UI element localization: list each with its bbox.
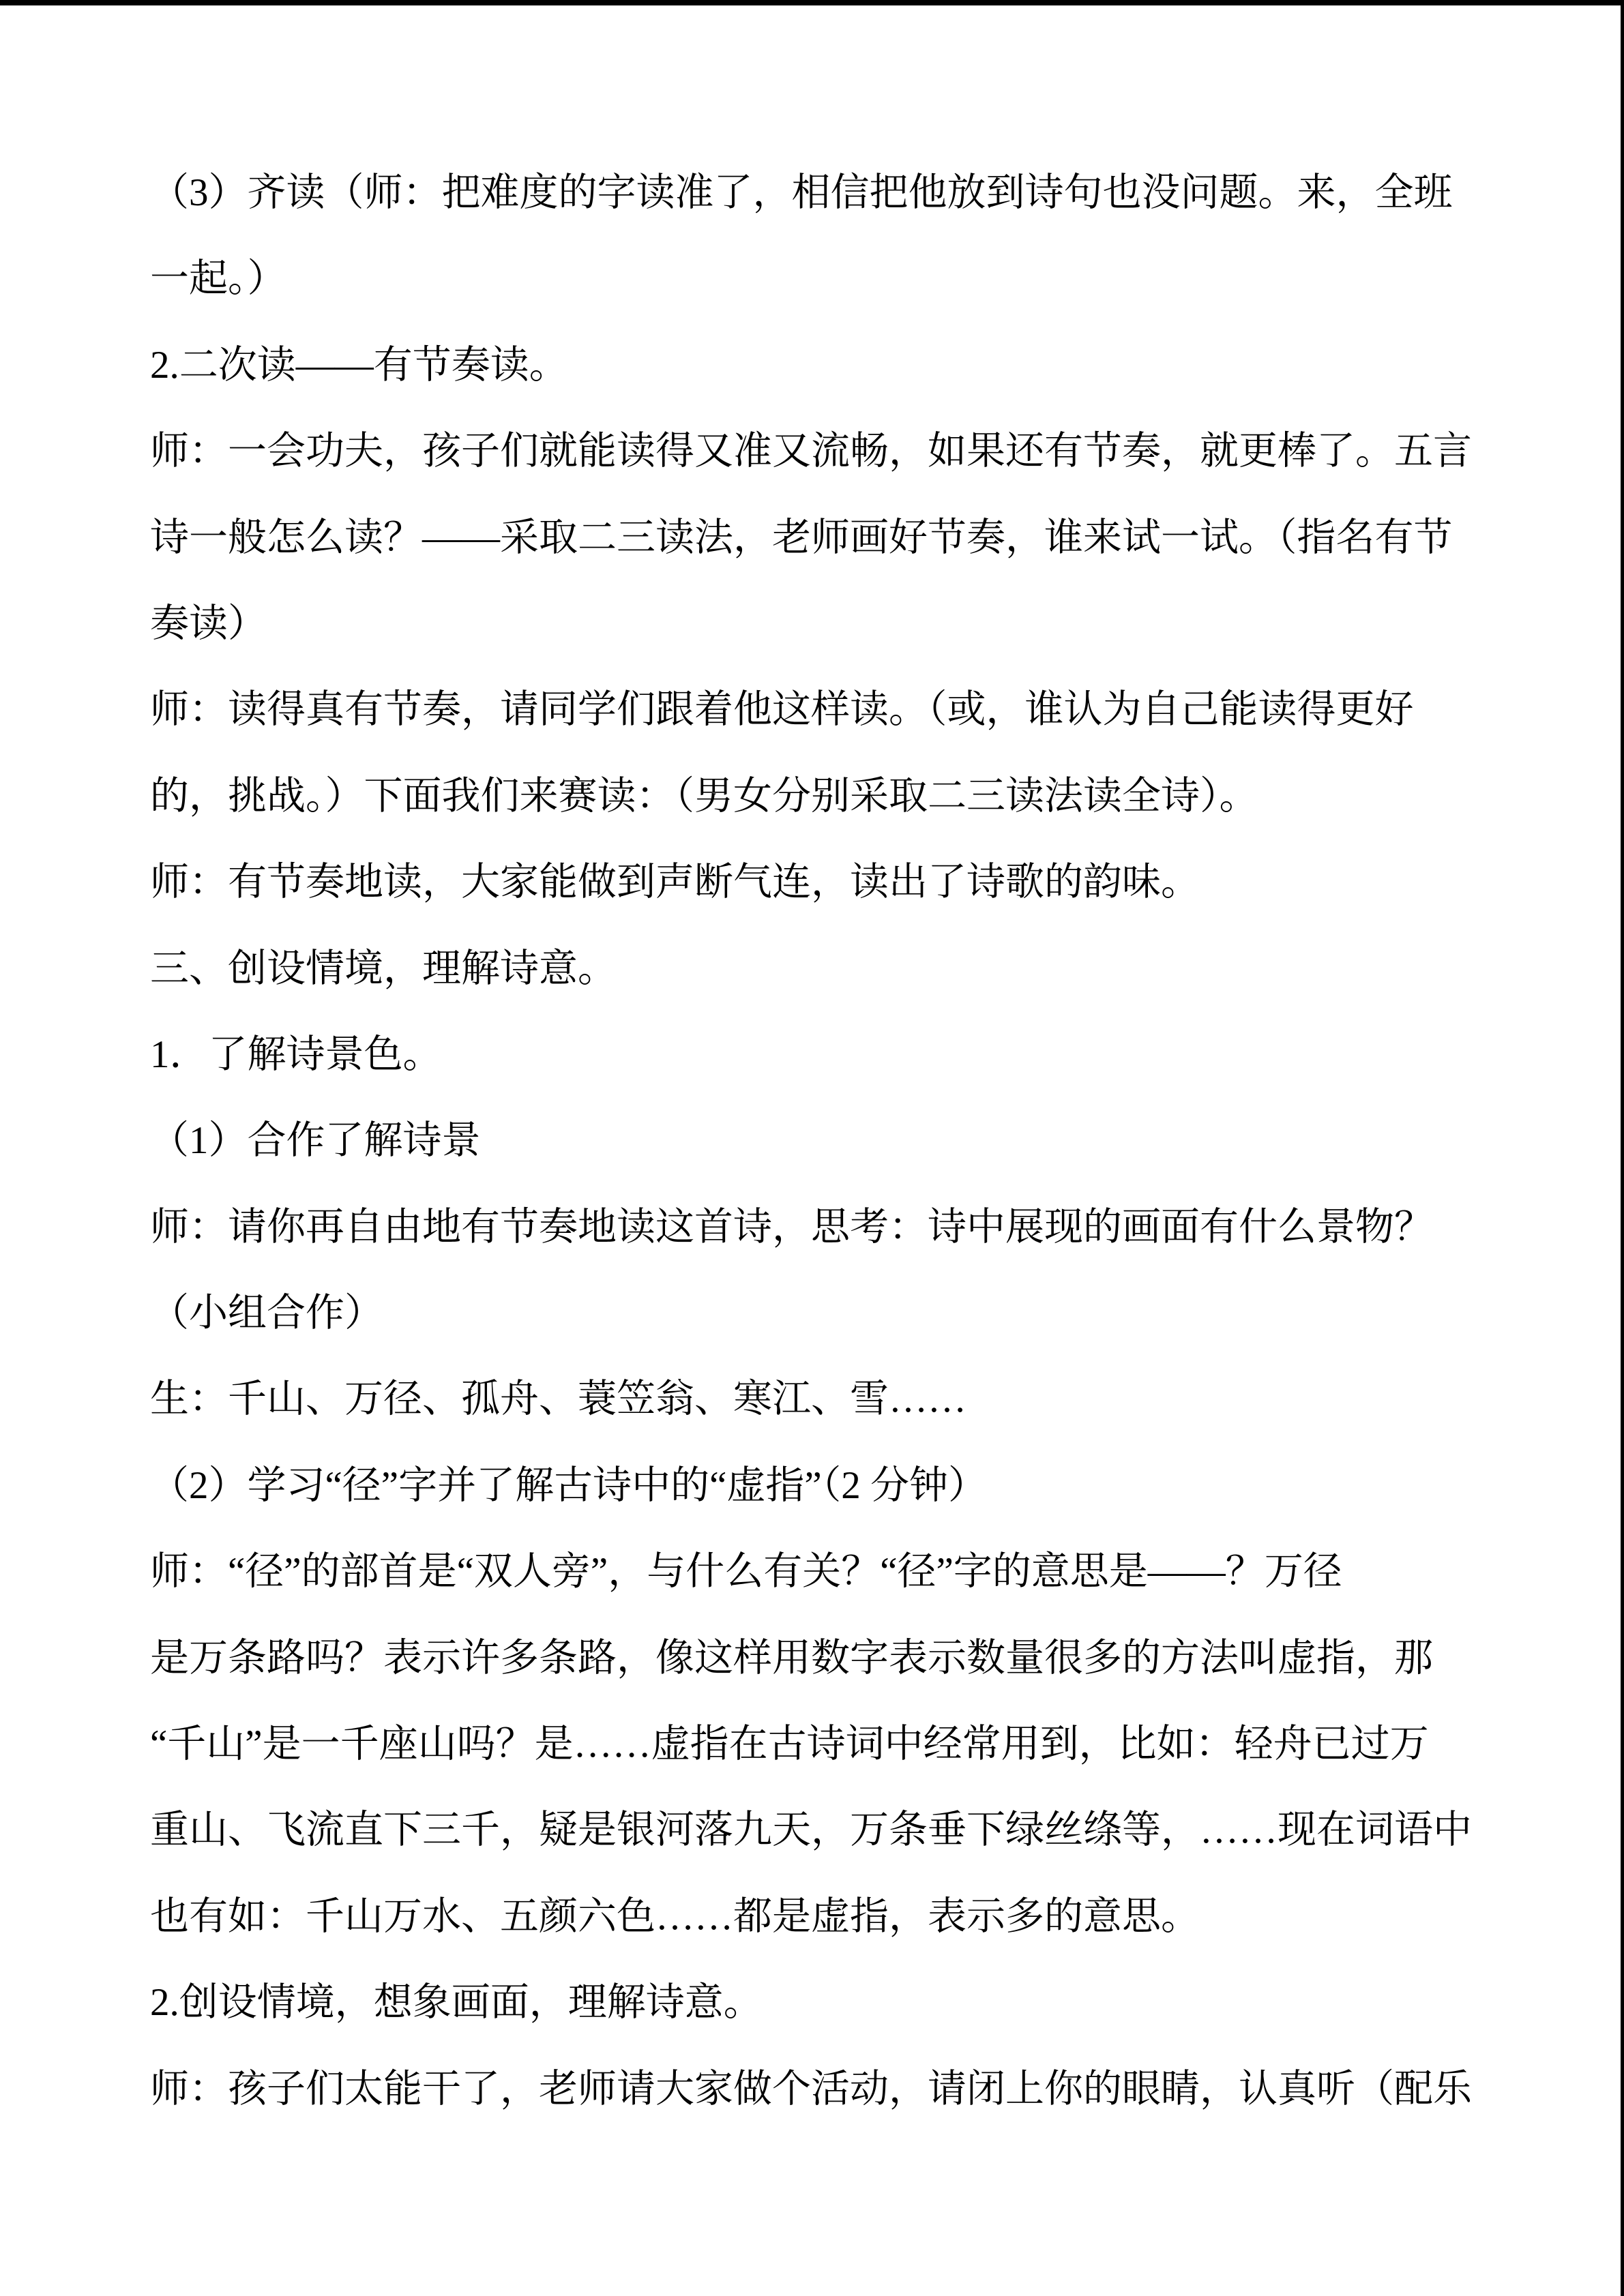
text-line-11: 1．了解诗景色。 xyxy=(150,1032,442,1076)
text-line-18: 是万条路吗？表示许多条路，像这样用数字表示数量很多的方法叫虚指，那 xyxy=(150,1636,1433,1680)
text-line-2: 一起。） xyxy=(150,257,286,301)
text-line-19: “千山”是一千座山吗？是……虚指在古诗词中经常用到，比如：轻舟已过万 xyxy=(150,1723,1429,1766)
text-line-1: （3）齐读（师：把难度的字读准了，相信把他放到诗句也没问题。来，全班 xyxy=(150,171,1453,214)
text-line-9: 师：有节奏地读，大家能做到声断气连，读出了诗歌的韵味。 xyxy=(150,861,1200,904)
text-line-4: 师：一会功夫，孩子们就能读得又准又流畅，如果还有节奏，就更棒了。五言 xyxy=(150,430,1472,473)
text-line-12: （1）合作了解诗景 xyxy=(150,1119,481,1163)
text-line-10: 三、创设情境，理解诗意。 xyxy=(150,946,617,990)
text-line-3: 2.二次读——有节奏读。 xyxy=(150,343,568,387)
text-line-17: 师：“径”的部首是“双人旁”，与什么有关？“径”字的意思是——？万径 xyxy=(150,1550,1342,1594)
text-line-21: 也有如：千山万水、五颜六色……都是虚指，表示多的意思。 xyxy=(150,1894,1200,1938)
text-line-16: （2）学习“径”字并了解古诗中的“虚指”（2 分钟） xyxy=(150,1463,987,1507)
text-line-20: 重山、飞流直下三千，疑是银河落九天，万条垂下绿丝绦等，……现在词语中 xyxy=(150,1808,1472,1852)
text-line-22: 2.创设情境，想象画面，理解诗意。 xyxy=(150,1981,763,2025)
text-line-15: 生：千山、万径、孤舟、蓑笠翁、寒江、雪…… xyxy=(150,1377,966,1421)
text-line-13: 师：请你再自由地有节奏地读这首诗，思考：诗中展现的画面有什么景物？ xyxy=(150,1205,1433,1249)
page-top-border xyxy=(0,0,1624,5)
text-line-23: 师：孩子们太能干了，老师请大家做个活动，请闭上你的眼睛，认真听（配乐 xyxy=(150,2067,1472,2111)
text-line-5: 诗一般怎么读？——采取二三读法，老师画好节奏，谁来试一试。（指名有节 xyxy=(150,516,1453,559)
text-line-6: 奏读） xyxy=(150,601,267,645)
text-line-14: （小组合作） xyxy=(150,1292,383,1335)
text-line-8: 的，挑战。）下面我们来赛读：（男女分别采取二三读法读全诗）。 xyxy=(150,774,1258,818)
document-body xyxy=(150,150,1479,2132)
page-right-border xyxy=(1621,0,1624,2296)
text-line-7: 师：读得真有节奏，请同学们跟着他这样读。（或，谁认为自己能读得更好 xyxy=(150,688,1414,732)
